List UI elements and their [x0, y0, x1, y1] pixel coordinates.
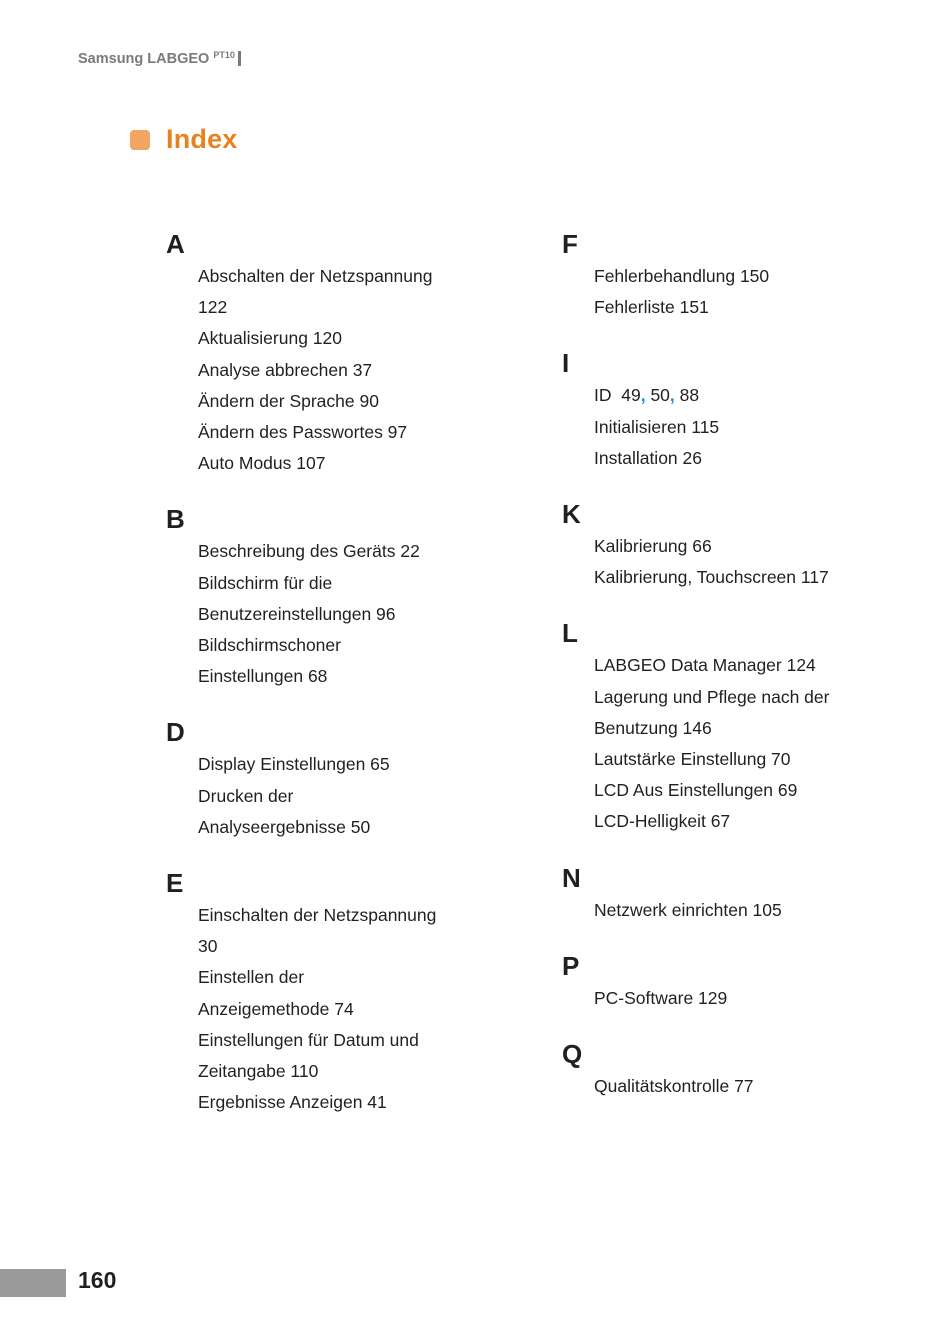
entry-list [562, 531, 862, 593]
section-letter: L [562, 618, 578, 649]
index-entry: Initialisieren 115 [594, 416, 720, 437]
footer-bar [0, 1269, 66, 1297]
entry-page: 49 [621, 385, 641, 406]
index-entry: Display Einstellungen 65 [198, 754, 390, 775]
section-letter: P [562, 950, 580, 981]
index-entry: 30 [198, 936, 218, 957]
index-entry: 122 [198, 297, 228, 318]
index-entry: Fehlerbehandlung 150 [594, 266, 770, 286]
index-entry: Beschreibung des Geräts 22 [198, 541, 420, 562]
index-entry: Bildschirmschoner [198, 635, 341, 656]
index-entry: Auto Modus 107 [198, 453, 326, 474]
index-entry: Benutzereinstellungen 96 [198, 603, 396, 624]
entry-list [166, 749, 496, 843]
index-column-right [562, 227, 862, 1125]
index-entry: LCD Aus Einstellungen 69 [594, 780, 798, 801]
section-letter: N [562, 862, 581, 893]
index-entry: Anzeigemethode 74 [198, 998, 354, 1019]
page-title-label: Index [166, 124, 238, 154]
index-section-p [562, 949, 862, 1014]
index-entry: PC-Software 129 [594, 987, 728, 1008]
entry-list [166, 536, 496, 692]
entry-list [562, 983, 862, 1014]
index-entry: Fehlerliste 151 [594, 297, 709, 318]
index-entry: Bildschirm für die [198, 572, 333, 593]
page-title [130, 124, 238, 155]
index-entry: Ergebnisse Anzeigen 41 [198, 1092, 387, 1113]
index-section-d [166, 715, 496, 843]
section-letter: A [166, 229, 185, 259]
entry-list [562, 895, 862, 926]
index-entry: Qualitätskontrolle 77 [594, 1076, 754, 1097]
index-column-left [166, 227, 496, 1141]
section-letter: K [562, 499, 581, 530]
page-separator: , [640, 385, 646, 406]
index-entry: LCD-Helligkeit 67 [594, 811, 731, 832]
index-entry: Lautstärke Einstellung 70 [594, 749, 791, 770]
running-head [78, 51, 241, 67]
section-letter: F [562, 229, 578, 259]
index-section-q [562, 1037, 862, 1102]
index-entry: Analyseergebnisse 50 [198, 816, 371, 837]
page-separator: , [669, 385, 675, 406]
section-letter: D [166, 717, 185, 748]
index-entry: Analyse abbrechen 37 [198, 359, 373, 380]
index-entry: Ändern des Passwortes 97 [198, 422, 408, 443]
entry-list [166, 261, 496, 479]
entry-list [562, 650, 862, 837]
index-entry: Zeitangabe 110 [198, 1061, 319, 1082]
index-entry: Einschalten der Netzspannung [198, 905, 437, 926]
entry-list [562, 1071, 862, 1102]
index-section-a [166, 227, 496, 479]
index-entry: Netzwerk einrichten 105 [594, 899, 782, 920]
index-section-b [166, 502, 496, 692]
running-head-bar [238, 51, 241, 66]
index-entry: Kalibrierung, Touchscreen 117 [594, 567, 829, 588]
running-head-model: PT10 [213, 50, 235, 60]
section-letter: I [562, 348, 570, 379]
index-section-f [562, 227, 862, 323]
index-section-k [562, 497, 862, 593]
index-entry: Abschalten der Netzspannung [198, 266, 433, 286]
entry-list [166, 900, 496, 1118]
index-entry: Aktualisierung 120 [198, 328, 342, 349]
index-entry: LABGEO Data Manager 124 [594, 655, 816, 676]
section-letter: Q [562, 1039, 583, 1070]
entry-page: 88 [679, 385, 700, 406]
index-section-n [562, 861, 862, 926]
index-entry: Benutzung 146 [594, 717, 712, 738]
section-letter: B [166, 504, 185, 535]
entry-list [562, 380, 862, 474]
page-number: 160 [78, 1267, 117, 1293]
index-entry: Lagerung und Pflege nach der [594, 686, 830, 707]
running-head-product: Samsung LABGEO [78, 51, 210, 67]
index-section-i [562, 346, 862, 474]
entry-term: ID [594, 385, 612, 406]
index-section-l [562, 616, 862, 837]
index-entry: Ändern der Sprache 90 [198, 390, 379, 411]
entry-list [562, 261, 862, 323]
section-letter: E [166, 868, 184, 899]
index-entry: Kalibrierung 66 [594, 536, 712, 557]
index-entry: Drucken der [198, 785, 294, 806]
index-entry: Einstellungen für Datum und [198, 1029, 419, 1050]
index-section-e [166, 866, 496, 1118]
index-entry-id [594, 380, 862, 411]
index-entry: Einstellen der [198, 967, 305, 988]
entry-page: 50 [650, 385, 670, 406]
index-entry: Einstellungen 68 [198, 666, 328, 687]
index-entry: Installation 26 [594, 447, 702, 468]
title-square-icon [130, 130, 150, 150]
